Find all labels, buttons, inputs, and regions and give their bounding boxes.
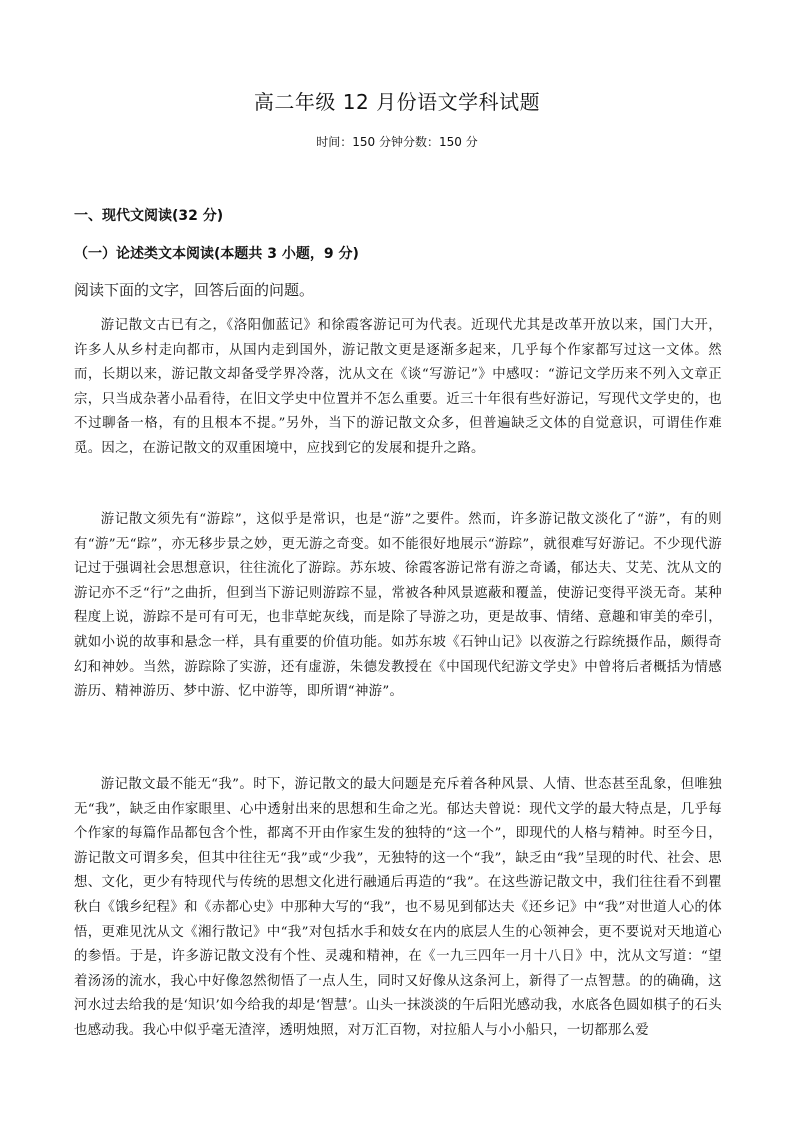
- subsection-heading: （一）论述类文本阅读(本题共 3 小题，9 分): [74, 246, 359, 262]
- passage-paragraph-1: 游记散文古已有之，《洛阳伽蓝记》和徐霞客游记可为代表。近现代尤其是改革开放以来，国门大开，许多人从乡村走向都市，从国内走到国外，游记散文更是逐渐多起来，几乎每个作家都写过这一文体。然而，长期以来，游记散文却备受学界冷落，沈从文在《谈“写游记”》中感叹：“游记文学历来不列入文章正宗，只当成杂著小品看待，在旧文学史中位置并不怎么重要。近三十年很有些好游记，写现代文学史的，也不过聊备一格，有的且根本不提。”另外，当下的游记散文众多，但普遍缺乏文体的自觉意识，可谓佳作难觅。因之，在游记散文的双重困境中，应找到它的发展和提升之路。: [74, 318, 722, 456]
- passage-paragraph-3: 游记散文最不能无“我”。时下，游记散文的最大问题是充斥着各种风景、人情、世态甚至乱象，但唯独无“我”，缺乏由作家眼里、心中透射出来的思想和生命之光。郁达夫曾说：现代文学的最大特点是，几乎每个作家的每篇作品都包含个性，都离不开由作家生发的独特的“这一个”，即现代的人格与精神。时至今日，游记散文可谓多矣，但其中往往无“我”或“少我”，无独特的这一个“我”，缺乏由“我”呈现的时代、社会、思想、文化，更少有特现代与传统的思想文化进行融通后再造的“我”。在这些游记散文中，我们往往看不到瞿秋白《饿乡纪程》和《赤都心史》中那种大写的“我”，也不易见到郁达夫《还乡记》中“我”对世道人心的体悟，更难见沈从文《湘行散记》中“我”对包括水手和妓女在内的底层人生的心领神会，更不要说对天地道心的参悟。于是，许多游记散文没有个性、灵魂和精神，在《一九三四年一月十八日》中，沈从文写道：“望着汤汤的流水，我心中好像忽然彻悟了一点人生，同时又好像从这条河上，新得了一点智慧。的的确确，这河水过去给我的是‘知识’如今给我的却是‘智慧’。山头一抹淡淡的午后阳光感动我，水底各色圆如棋子的石头也感动我。我心中似乎毫无渣滓，透明烛照，对万汇百物，对拉船人与小小船只，一切都那么爱: [74, 777, 722, 1038]
- reading-instruction: 阅读下面的文字，回答后面的问题。: [74, 281, 315, 299]
- passage-paragraph-2: 游记散文须先有“游踪”，这似乎是常识，也是“游”之要件。然而，许多游记散文淡化了“游”，有的则有“游”无“踪”，亦无移步景之妙，更无游之奇变。如不能很好地展示“游踪”，就很难写好游记。不少现代游记过于强调社会思想意识，往往流化了游踪。苏东坡、徐霞客游记常有游之奇谲，郁达夫、艾芜、沈从文的游记亦不乏“行”之曲折，但到当下游记则游踪不显，常被各种风景遮蔽和覆盖，使游记变得平淡无奇。某种程度上说，游踪不是可有可无，也非草蛇灰线，而是除了导游之功，更是故事、情绪、意趣和审美的牵引，就如小说的故事和悬念一样，具有重要的价值功能。如苏东坡《石钟山记》以夜游之行踪统摄作品，颇得奇幻和神妙。当然，游踪除了实游，还有虚游，朱德发教授在《中国现代纪游文学史》中曾将后者概括为情感游历、精神游历、梦中游、忆中游等，即所谓“神游”。: [74, 512, 722, 700]
- section-heading: 一、现代文阅读(32 分): [74, 208, 224, 224]
- exam-title: 高二年级 12 月份语文学科试题: [253, 90, 541, 114]
- exam-time-score: 时间：150 分钟分数：150 分: [316, 135, 478, 149]
